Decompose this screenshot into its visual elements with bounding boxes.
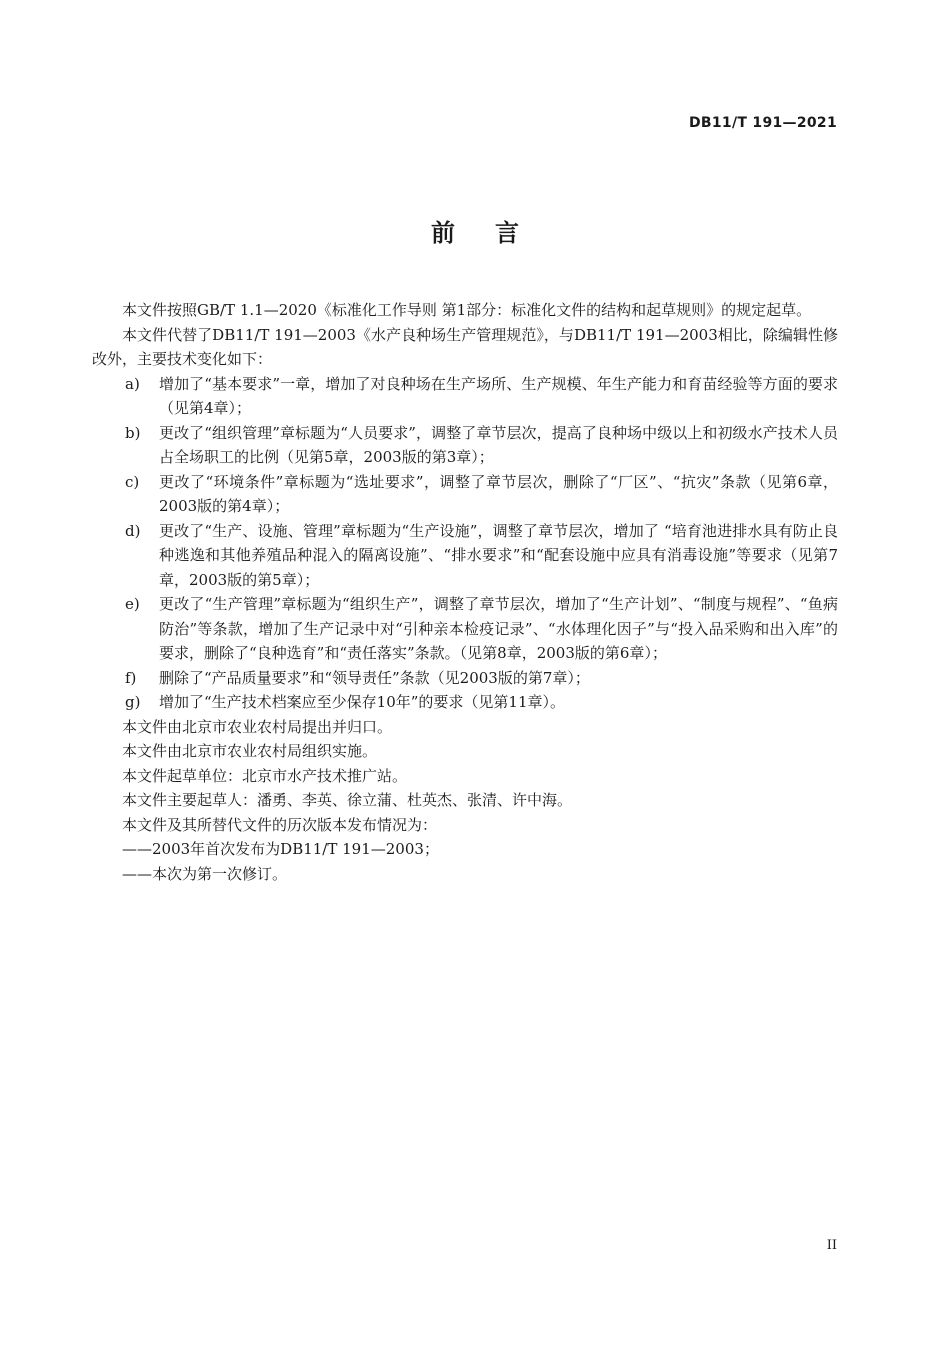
list-item-text: 更改了“生产管理”章标题为“组织生产”，调整了章节层次，增加了“生产计划”、“制度与规程”、“鱼病防治”等条款，增加了生产记录中对“引种亲本检疫记录”、“水体理化因子”与“投入品采购和出入库”的要求，删除了“良种选育”和“责任落实”条款。（见第8章，2003版的第6章）； xyxy=(159,595,838,662)
paragraph-replacement: 本文件代替了DB11/T 191—2003《水产良种场生产管理规范》，与DB11/T 191—2003相比，除编辑性修改外，主要技术变化如下： xyxy=(92,325,838,368)
list-item xyxy=(92,421,838,470)
document-code: DB11/T 191—2021 xyxy=(689,115,837,131)
version-history-item: ——本次为第一次修订。 xyxy=(122,864,288,883)
list-item-text: 增加了“基本要求”一章，增加了对良种场在生产场所、生产规模、年生产能力和育苗经验等方面的要求（见第4章）； xyxy=(159,374,838,417)
list-marker: b) xyxy=(125,423,141,442)
list-item xyxy=(92,470,838,519)
list-item xyxy=(92,666,838,691)
note-drafting-unit: 本文件起草单位：北京市水产技术推广站。 xyxy=(122,766,408,785)
list-item xyxy=(92,690,838,715)
list-item-text: 增加了“生产技术档案应至少保存10年”的要求（见第11章）。 xyxy=(159,693,566,711)
page-title: 前言 xyxy=(431,219,559,247)
list-marker: g) xyxy=(125,693,141,711)
list-item xyxy=(92,519,838,593)
paragraph-drafting-basis: 本文件按照GB/T 1.1—2020《标准化工作导则 第1部分：标准化文件的结构和起草规则》的规定起草。 xyxy=(122,301,812,319)
list-marker: e) xyxy=(125,595,140,613)
note-drafters: 本文件主要起草人：潘勇、李英、徐立蒲、杜英杰、张清、许中海。 xyxy=(122,791,573,809)
list-marker: a) xyxy=(125,374,140,393)
list-item-text: 更改了“生产、设施、管理”章标题为“生产设施”，调整了章节层次，增加了 “培育池进排水具有防止良种逃逸和其他养殖品种混入的隔离设施”、“排水要求”和“配套设施中应具有消毒设施”等要求（见第7章，2003版的第5章）； xyxy=(159,521,838,589)
list-item-text: 更改了“环境条件”章标题为“选址要求”，调整了章节层次，删除了“厂区”、“抗灾”条款（见第6章，2003版的第4章）； xyxy=(159,472,838,515)
note-proposer: 本文件由北京市农业农村局提出并归口。 xyxy=(122,717,393,736)
list-item-text: 删除了“产品质量要求”和“领导责任”条款（见2003版的第7章）； xyxy=(159,668,590,687)
foreword-body xyxy=(92,298,838,886)
list-marker: f) xyxy=(125,668,137,687)
list-item xyxy=(92,592,838,666)
list-marker: d) xyxy=(125,521,141,540)
list-item-text: 更改了“组织管理”章标题为“人员要求”，调整了章节层次，提高了良种场中级以上和初级水产技术人员占全场职工的比例（见第5章，2003版的第3章）； xyxy=(159,423,838,466)
version-history-item: ——2003年首次发布为DB11/T 191—2003； xyxy=(122,840,439,858)
note-version-history: 本文件及其所替代文件的历次版本发布情况为： xyxy=(122,815,438,834)
note-implementer: 本文件由北京市农业农村局组织实施。 xyxy=(122,742,378,760)
list-item xyxy=(92,372,838,421)
page-number: II xyxy=(826,1238,837,1253)
list-marker: c) xyxy=(125,472,140,491)
